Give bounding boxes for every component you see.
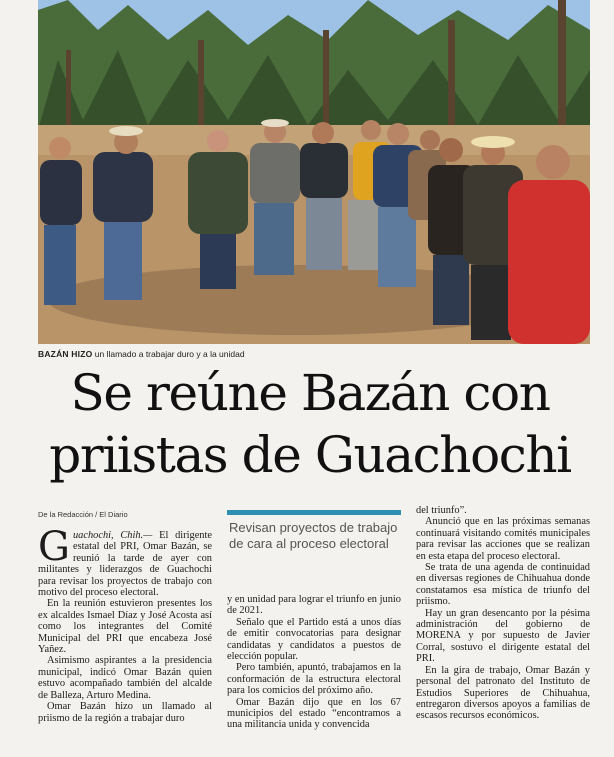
article-column-2 xyxy=(227,594,401,731)
caption-lead: BAZÁN HIZO xyxy=(38,349,93,359)
paragraph: El dirigente estatal del PRI, Omar Bazán, se reunió la tarde de ayer con militantes y liderazgos de Guachochi para revisar los proyectos de trabajo con motivo del proceso electoral. xyxy=(38,530,212,599)
paragraph: Omar Bazán dijo que en los 67 municipios del estado “encontramos a una militancia unida y convencida xyxy=(227,696,401,731)
paragraph: Asimismo aspirantes a la presidencia municipal, indicó Omar Bazán quien estuvo acompañado también del alcalde de Balleza, Arturo Medina. xyxy=(38,655,212,701)
paragraph: Se trata de una agenda de continuidad en diversas regiones de Chihuahua donde constatamos esa mística de triunfo del priismo. xyxy=(416,562,590,608)
deck-accent-bar xyxy=(227,510,401,515)
paragraph: En la gira de trabajo, Omar Bazán y personal del patronato del Instituto de Estudios Superiores de Chihuahua, entregaron diversos apoyos a familias de escasos recursos económicos. xyxy=(416,664,590,722)
article-photo xyxy=(38,0,590,344)
drop-cap: G xyxy=(38,524,70,570)
paragraph: Pero también, apuntó, trabajamos en la conformación de la estructura electoral para los comicios del próximo año. xyxy=(227,662,401,697)
paragraph: Señalo que el Partido está a unos días de emitir convocatorias para designar candidatas y candidatos a puestos de elección popular. xyxy=(227,616,401,663)
headline: Se reúne Bazán con priistas de Guachochi xyxy=(49,364,571,484)
paragraph: Anunció que en las próximas semanas continuará visitando comités municipales para revisar las acciones que se realizan en esta etapa del proceso electoral. xyxy=(416,516,590,562)
paragraph: Omar Bazán hizo un llamado al priismo de la región a trabajar duro xyxy=(38,701,212,724)
caption-text: un llamado a trabajar duro y a la unidad xyxy=(92,349,245,359)
paragraph: del triunfo”. xyxy=(416,505,467,516)
article-column-3 xyxy=(416,505,590,722)
article-column-1 xyxy=(38,524,212,724)
deck-subheadline: Revisan proyectos de trabajo de cara al proceso electoral xyxy=(229,520,398,551)
paragraph: y en unidad para lograr el triunfo en junio de 2021. xyxy=(227,594,401,617)
dateline: uachochi, Chih.— xyxy=(72,530,153,541)
lead-paragraph xyxy=(38,524,212,599)
byline: De la Redacción / El Diario xyxy=(38,510,128,519)
paragraph: Hay un gran desencanto por la pésima administración del gobierno de MORENA y por supuesto de Javier Corral, sostuvo el dirigente estatal del PRI. xyxy=(416,607,590,665)
paragraph: En la reunión estuvieron presentes los ex alcaldes Ismael Díaz y José Acosta así como los integrantes del Comité Municipal del PRI que encabeza José Yañez. xyxy=(38,598,212,656)
photo-caption xyxy=(38,349,598,359)
